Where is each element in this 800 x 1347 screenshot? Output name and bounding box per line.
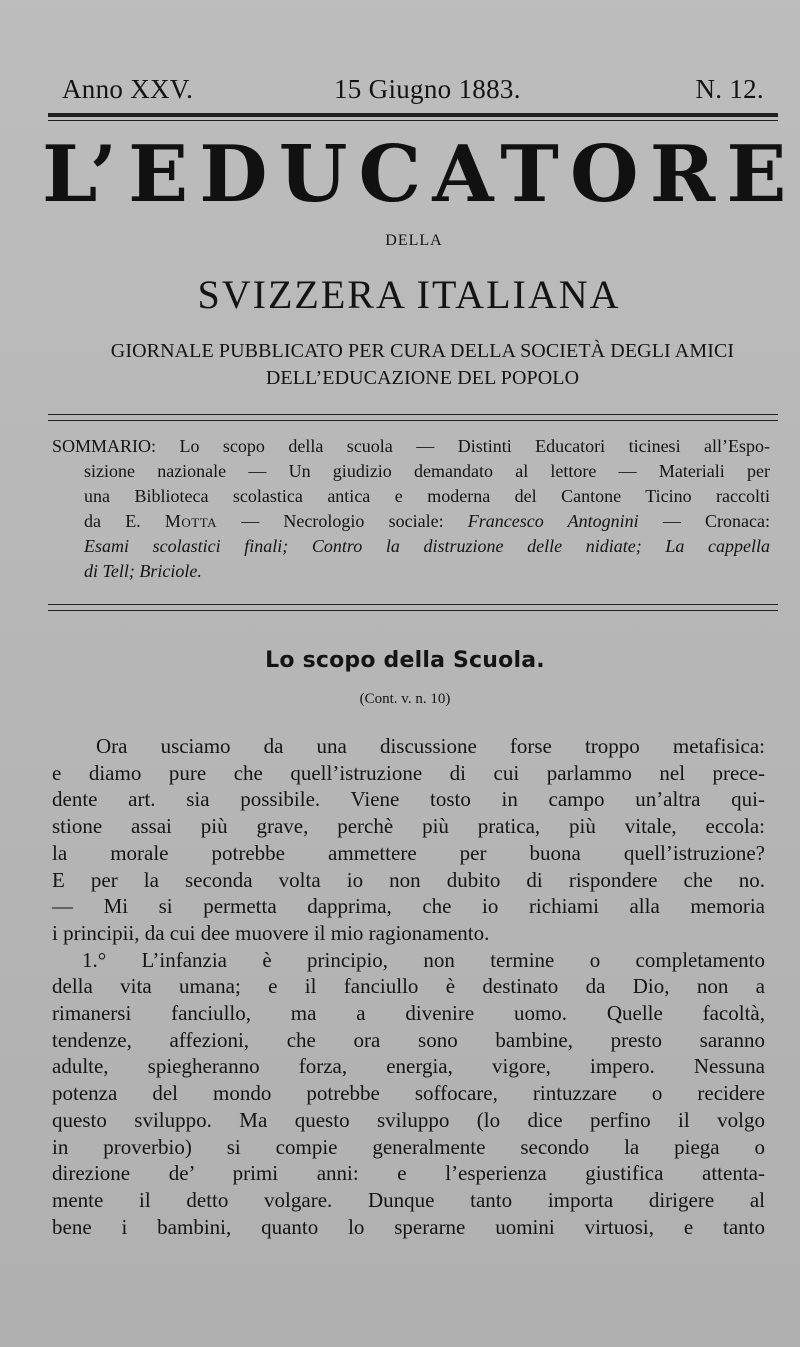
body-line: E per la seconda volta io non dubito di rispondere che no. xyxy=(52,867,765,892)
summary-author: Motta xyxy=(164,511,218,531)
tagline-line-2: DELL’EDUCAZIONE DEL POPOLO xyxy=(265,367,580,389)
summary-chronicle-items: Esami scolastici finali; Contro la distruzione delle nidiate; La cappella xyxy=(84,536,770,556)
summary-text-4a: da E. xyxy=(84,511,165,531)
summary-line-5 xyxy=(52,534,770,559)
body-line: bene i bambini, quanto lo sperarne uomini virtuosi, e tanto xyxy=(52,1214,765,1239)
body-line: tendenze, affezioni, che ora sono bambine, presto saranno xyxy=(52,1027,765,1052)
article-body xyxy=(52,733,765,1240)
summary-bottom-rule-2 xyxy=(48,610,778,611)
issue-year: Anno XXV. xyxy=(62,74,194,104)
issue-number: N. 12. xyxy=(695,74,764,104)
body-line: e diamo pure che quell’istruzione di cui parlammo nel prece- xyxy=(52,760,765,785)
masthead-rule-thin xyxy=(48,120,778,121)
summary-line-6 xyxy=(52,559,770,584)
body-line: i principii, da cui dee muovere il mio ragionamento. xyxy=(52,920,490,945)
masthead-info xyxy=(62,72,764,106)
body-line: direzione de’ primi anni: e l’esperienza giustifica attenta- xyxy=(52,1161,765,1186)
summary-line-2: sizione nazionale — Un giudizio demandato al lettore — Materiali per xyxy=(84,461,770,481)
body-line: la morale potrebbe ammettere per buona quell’istruzione? xyxy=(52,840,765,865)
article-title: Lo scopo della Scuola. xyxy=(265,648,545,673)
body-line: rimanersi fanciullo, ma a divenire uomo. Quelle facoltà, xyxy=(52,1001,765,1026)
newspaper-title: L’EDUCATORE xyxy=(42,129,798,220)
title-connector: DELLA xyxy=(385,232,443,249)
tagline-line-1: GIORNALE PUBBLICATO PER CURA DELLA SOCIETÀ DEGLI AMICI xyxy=(110,340,735,362)
summary-line-4 xyxy=(52,509,770,534)
body-line: della vita umana; e il fanciullo è destinato da Dio, non a xyxy=(52,974,765,999)
body-line: Ora usciamo da una discussione forse troppo metafisica: xyxy=(96,734,765,758)
newspaper-subtitle: SVIZZERA ITALIANA xyxy=(197,272,621,317)
body-line: mente il detto volgare. Dunque tanto importa dirigere al xyxy=(52,1187,765,1212)
summary-text-1: Lo scopo della scuola — Distinti Educatori ticinesi all’Espo- xyxy=(179,436,770,456)
body-line: in proverbio) si compie generalmente secondo la piega o xyxy=(52,1134,765,1159)
summary-top-rule-2 xyxy=(48,420,778,421)
body-line: questo sviluppo. Ma questo sviluppo (lo dice perfino il volgo xyxy=(52,1107,765,1132)
summary-chronicle-items-end: di Tell; Briciole. xyxy=(84,561,202,581)
summary-line-1 xyxy=(52,434,770,459)
summary-block xyxy=(52,434,770,584)
summary-text-4c: — Necrologio sociale: xyxy=(217,511,468,531)
body-line: adulte, spiegheranno forza, energia, vigore, impero. Nessuna xyxy=(52,1054,765,1079)
body-line: stione assai più grave, perchè più pratica, più vitale, eccola: xyxy=(52,814,765,839)
summary-label: SOMMARIO: xyxy=(52,436,157,456)
body-line: 1.° L’infanzia è principio, non termine o completamento xyxy=(82,947,765,972)
body-line: potenza del mondo potrebbe soffocare, rintuzzare o recidere xyxy=(52,1081,765,1106)
article-continuation: (Cont. v. n. 10) xyxy=(359,691,451,707)
body-line: dente art. sia possibile. Viene tosto in campo un’altra qui- xyxy=(52,787,765,812)
summary-line-3: una Biblioteca scolastica antica e moderna del Cantone Ticino raccolti xyxy=(84,486,770,506)
body-line: — Mi si permetta dapprima, che io richiami alla memoria xyxy=(52,894,765,919)
newspaper-tagline xyxy=(55,338,790,392)
summary-bottom-rule xyxy=(48,604,778,605)
summary-necrology-name: Francesco Antognini xyxy=(467,511,639,531)
summary-text-4e: — Cronaca: xyxy=(638,511,771,531)
masthead-rule xyxy=(48,113,778,117)
summary-top-rule xyxy=(48,414,778,415)
issue-date: 15 Giugno 1883. xyxy=(334,74,521,104)
